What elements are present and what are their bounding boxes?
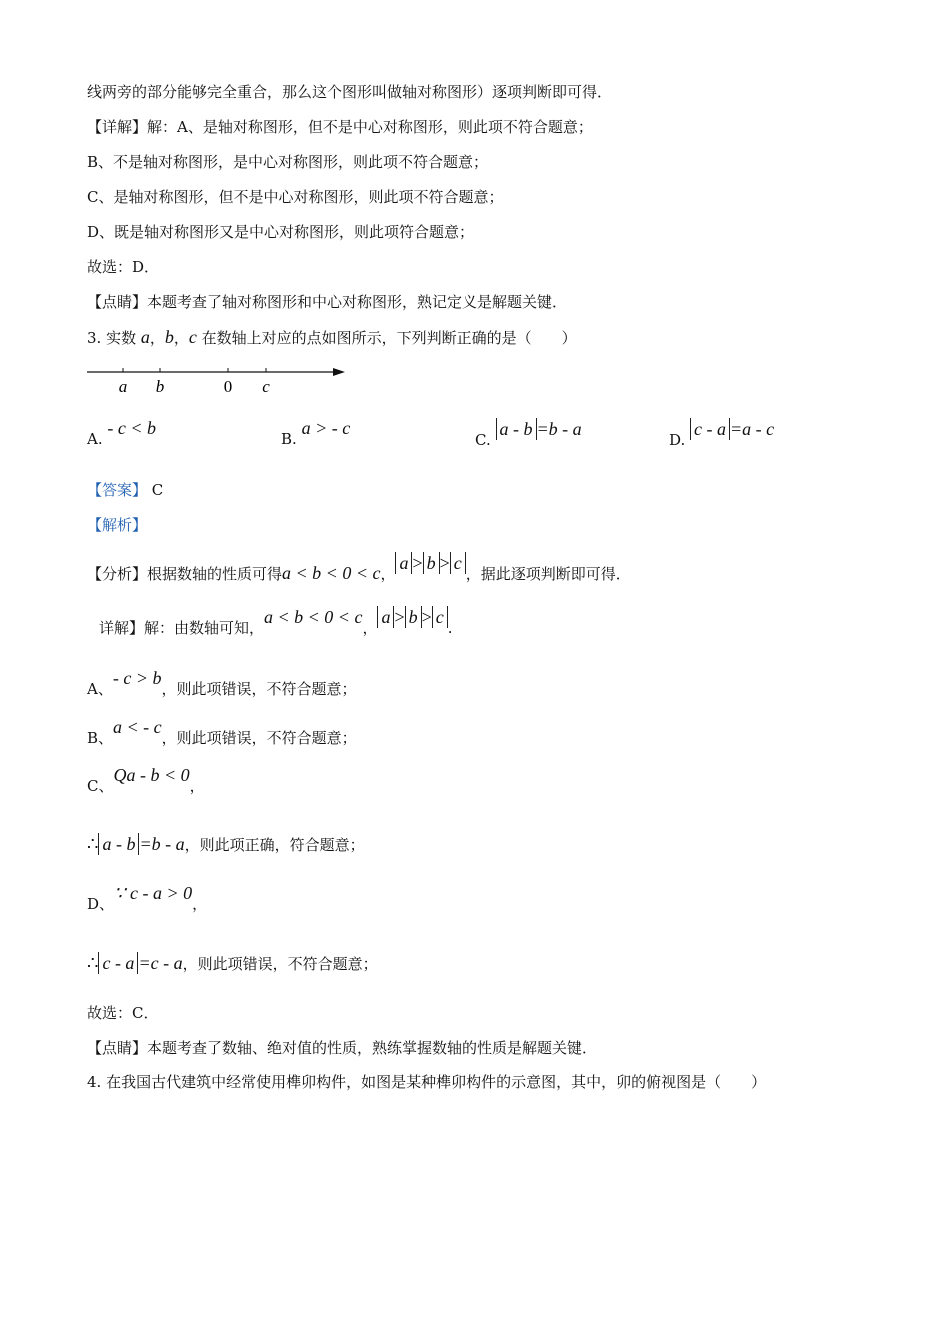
fenxi-abs-c: c [450, 552, 466, 574]
comment-paragraph [87, 292, 567, 312]
step-b-text: ，则此项错误，不符合题意； [161, 729, 357, 747]
q3-prefix: 3. 实数 [87, 329, 141, 347]
detail-d-text: D、既是轴对称图形又是中心对称图形，则此项符合题意； [87, 223, 475, 241]
step-d-comma: ， [192, 895, 208, 913]
gt-3: > [394, 607, 405, 627]
detail-tag: 【详解】 [87, 118, 148, 136]
step-b-expr: a < - c [113, 717, 162, 737]
option-a[interactable] [87, 418, 157, 449]
therefore-symbol-c: ∴ [87, 834, 99, 854]
comment-tag: 【点睛】 [87, 293, 148, 311]
step-a-expr: - c > b [112, 668, 162, 688]
xiangjie-period: . [447, 619, 453, 637]
answer-line [87, 480, 163, 500]
step-b-label: B、 [87, 729, 114, 747]
step-c-comma: ， [189, 777, 205, 795]
step-c-conclusion [87, 829, 365, 860]
step-d2-rest: =c - a [138, 953, 183, 973]
step-c [87, 765, 205, 801]
question-4: 4. 在我国古代建筑中经常使用榫卯构件，如图是某种榫卯构件的示意图，其中，卯的俯视图是（ ） [87, 1073, 767, 1091]
xiangjie-text: 详解】解：由数轴可知， [99, 619, 265, 637]
step-a-text: ，则此项错误，不符合题意； [161, 680, 357, 698]
gt-2: > [439, 553, 450, 573]
number-line [87, 362, 357, 402]
comment-text: 本题考查了轴对称图形和中心对称图形，熟记定义是解题关键． [147, 293, 568, 311]
option-b-label: B. [281, 430, 297, 448]
xiangjie-line [99, 607, 453, 641]
step-d [87, 883, 208, 919]
choose-c: 故选：C． [87, 1004, 159, 1022]
numline-label-a: a [118, 377, 128, 396]
xiangjie-abs-a: a [377, 606, 394, 628]
step-d-expr: ∵ c - a > 0 [114, 883, 193, 903]
q3-var-c: c [188, 327, 197, 347]
fenxi-text: 根据数轴的性质可得 [147, 565, 283, 583]
step-c2-abs: a - b [98, 833, 139, 855]
option-b[interactable] [281, 418, 351, 449]
therefore-symbol-d: ∴ [87, 953, 99, 973]
option-d-label: D. [669, 431, 686, 449]
step-a [87, 668, 357, 704]
question-3: 3. 实数 a，b，c 在数轴上对应的点如图所示，下列判断正确的是（ ） [87, 327, 577, 347]
xiangjie-abs-b: b [405, 606, 422, 628]
choose-d: 故选：D． [87, 258, 160, 276]
step-d-label: D、 [87, 895, 115, 913]
analysis-tag: 【解析】 [87, 516, 148, 534]
option-d-rest: =a - c [730, 419, 775, 439]
text-line: 线两旁的部分能够完全重合，那么这个图形叫做轴对称图形）逐项判断即可得． [87, 83, 613, 101]
xiangjie-comma: ， [362, 619, 378, 637]
q3-var-a: a [140, 327, 150, 347]
numline-label-c: c [262, 377, 270, 396]
detail-c-text: C、是轴对称图形，但不是中心对称图形，则此项不符合题意； [87, 188, 504, 206]
detail-paragraph [87, 117, 593, 137]
comment2-text: 本题考查了数轴、绝对值的性质，熟练掌握数轴的性质是解题关键． [147, 1039, 598, 1057]
step-c-label: C、 [87, 777, 114, 795]
fenxi-tail: ，据此逐项判断即可得． [465, 565, 631, 583]
answer-value: C [151, 481, 164, 499]
step-c2-rest: =b - a [139, 834, 185, 854]
step-c2-text: ，则此项正确，符合题意； [184, 836, 365, 854]
step-c-expr: Qa - b < 0 [113, 765, 190, 785]
fenxi-abs-a: a [395, 552, 412, 574]
fenxi-line [87, 553, 631, 587]
numline-label-b: b [155, 377, 165, 396]
step-d2-abs: c - a [98, 952, 138, 974]
option-c-abs: a - b [496, 418, 537, 440]
option-c[interactable] [475, 419, 582, 450]
answer-tag: 【答案】 [87, 481, 148, 499]
step-a-label: A、 [87, 680, 113, 698]
option-d-abs: c - a [690, 418, 730, 440]
xiangjie-abs-c: c [432, 606, 448, 628]
comment2-tag: 【点睛】 [87, 1039, 148, 1057]
numline-label-zero: 0 [223, 377, 233, 396]
option-a-expr: - c < b [107, 418, 157, 438]
q3-var-b: b [164, 327, 174, 347]
xiangjie-ineq: a < b < 0 < c [264, 607, 363, 627]
fenxi-tag: 【分析】 [87, 565, 148, 583]
detail-a-text: 解：A、是轴对称图形，但不是中心对称图形，则此项不符合题意； [147, 118, 593, 136]
comment2-paragraph [87, 1038, 597, 1058]
option-d[interactable] [669, 419, 775, 450]
fenxi-comma: ， [380, 565, 396, 583]
option-c-label: C. [475, 431, 491, 449]
option-c-rest: =b - a [536, 419, 582, 439]
step-d-conclusion [87, 948, 378, 979]
q3-suffix: 在数轴上对应的点如图所示，下列判断正确的是（ ） [196, 329, 577, 347]
fenxi-abs-b: b [423, 552, 440, 574]
option-a-label: A. [87, 430, 103, 448]
fenxi-ineq: a < b < 0 < c [282, 563, 381, 583]
step-b [87, 717, 357, 753]
gt-4: > [421, 607, 432, 627]
detail-b-text: B、不是轴对称图形，是中心对称图形，则此项不符合题意； [87, 153, 489, 171]
gt-1: > [412, 553, 423, 573]
option-b-expr: a > - c [301, 418, 351, 438]
step-d2-text: ，则此项错误，不符合题意； [182, 955, 378, 973]
